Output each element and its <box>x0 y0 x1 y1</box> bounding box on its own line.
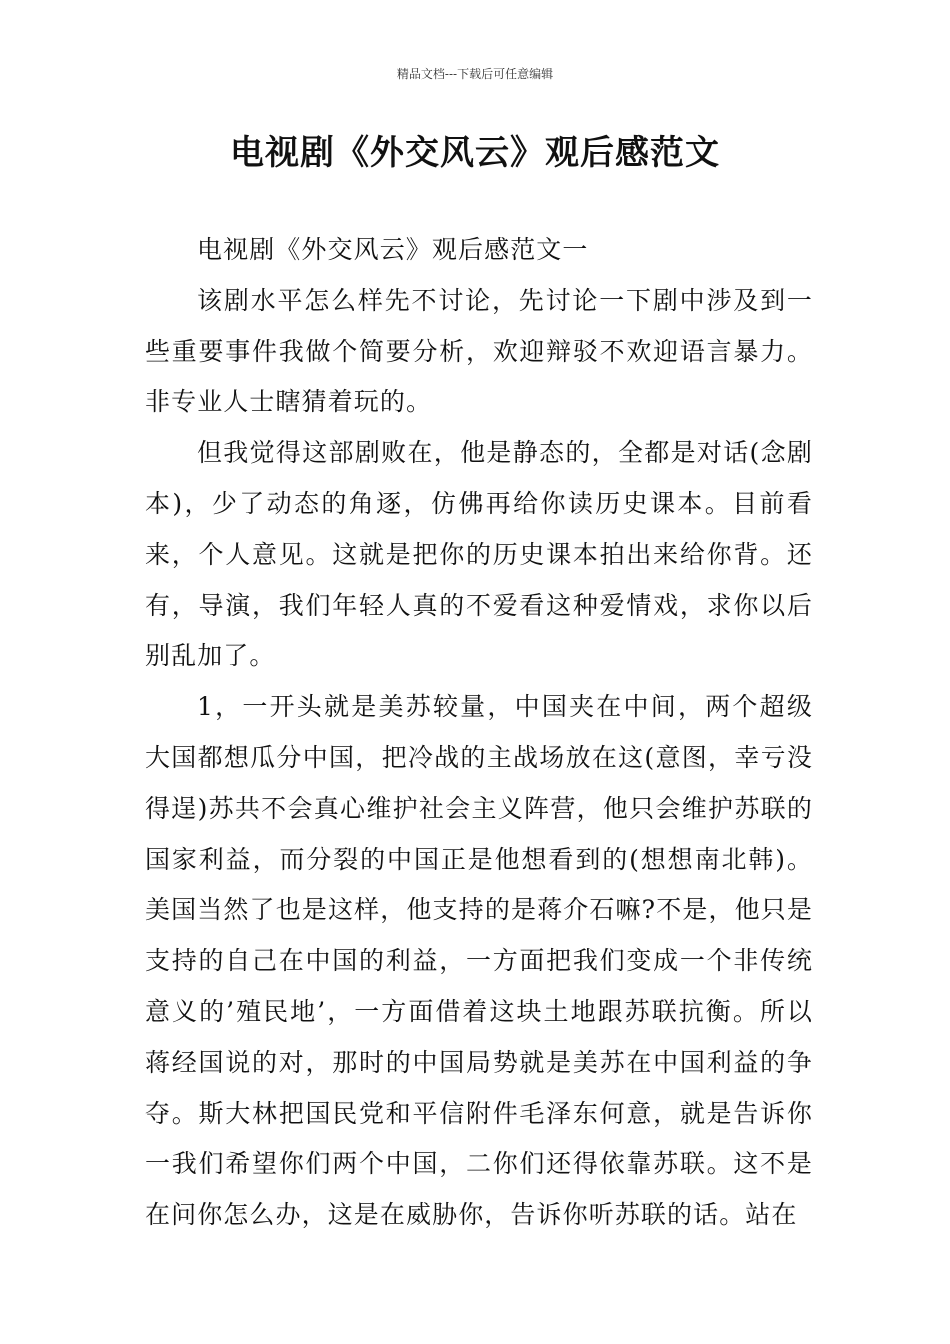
subtitle-paragraph: 电视剧《外交风云》观后感范文一 <box>197 235 589 264</box>
document-title: 电视剧《外交风云》观后感范文 <box>230 133 720 173</box>
body-paragraph: 该剧水平怎么样先不讨论，先讨论一下剧中涉及到一些重要事件我做个简要分析，欢迎辩驳不欢迎语言暴力。非专业人士瞎猜着玩的。 <box>145 285 813 417</box>
body-paragraph: 1，一开头就是美苏较量，中国夹在中间，两个超级大国都想瓜分中国，把冷战的主战场放在这(意图，幸亏没得逞)苏共不会真心维护社会主义阵营，他只会维护苏联的国家利益，而分裂的中国正是他想看到的(想想南北韩)。美国当然了也是这样，他支持的是蒋介石嘛?不是，他只是支持的自己在中国的利益，一方面把我们变成一个非传统意义的’殖民地’，一方面借着这块土地跟苏联抗衡。所以蒋经国说的对，那时的中国局势就是美苏在中国利益的争夺。斯大林把国民党和平信附件毛泽东何意，就是告诉你一我们希望你们两个中国，二你们还得依靠苏联。这不是在问你怎么办，这是在威胁你，告诉你听苏联的话。站在 <box>145 692 813 1230</box>
document-body <box>145 225 813 1241</box>
body-paragraph: 但我觉得这部剧败在，他是静态的，全都是对话(念剧本)，少了动态的角逐，仿佛再给你读历史课本。目前看来，个人意见。这就是把你的历史课本拍出来给你背。还有，导演，我们年轻人真的不爱看这种爱情戏，求你以后别乱加了。 <box>145 438 813 671</box>
header-note: 精品文档---下载后可任意编辑 <box>396 67 554 81</box>
